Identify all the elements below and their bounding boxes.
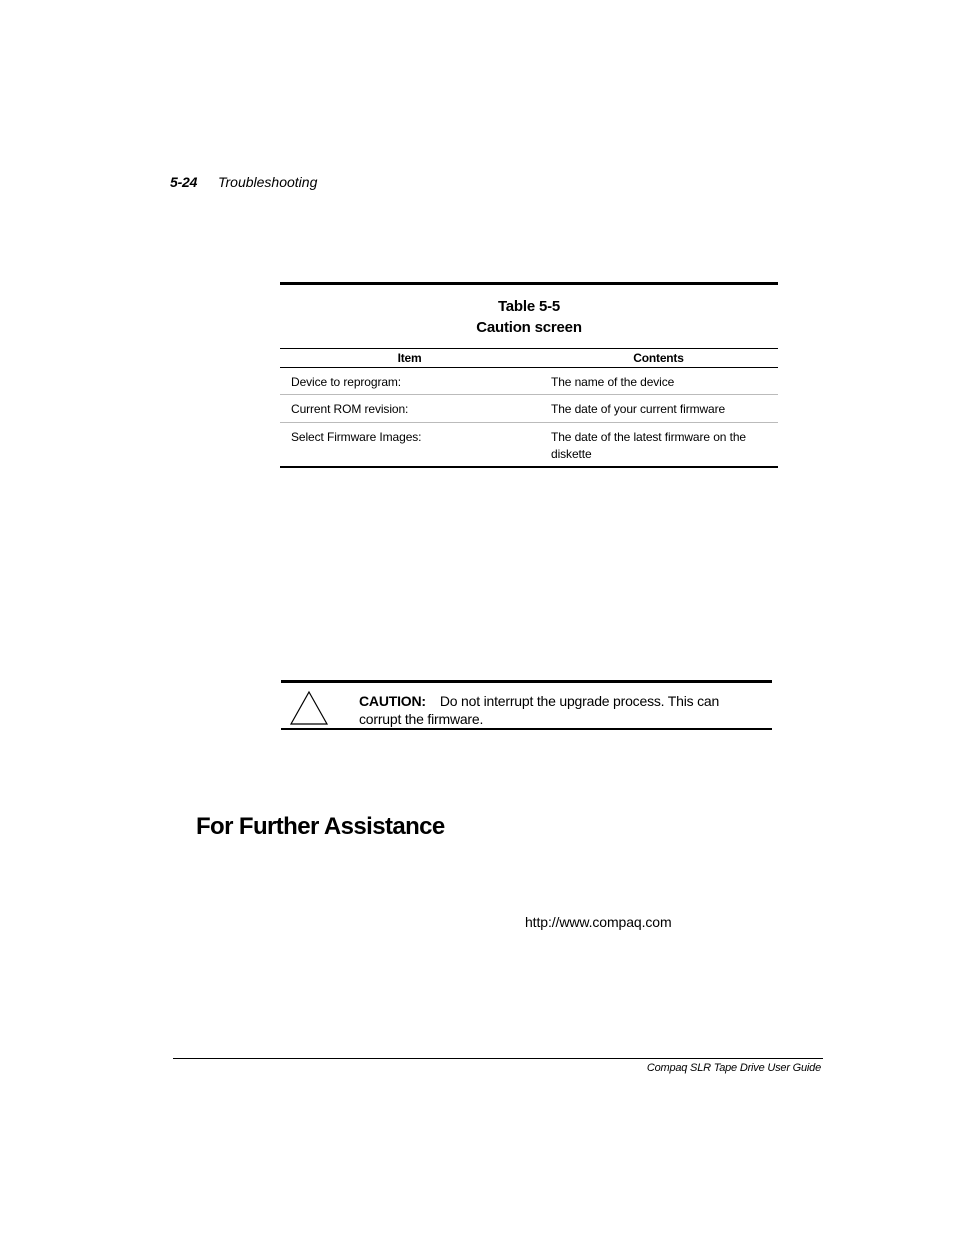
- table-cell-item: Select Firmware Images:: [291, 430, 422, 444]
- table-cell-item: Current ROM revision:: [291, 402, 409, 416]
- caution-label: CAUTION:: [359, 693, 426, 709]
- table-title: Table 5-5: [497, 298, 561, 315]
- caution-box: [281, 680, 772, 730]
- caution-message: Do not interrupt the upgrade process. This can corrupt the firmware.: [359, 693, 720, 727]
- footer-title: Compaq SLR Tape Drive User Guide: [646, 1062, 821, 1074]
- column-header-contents: Contents: [633, 351, 684, 365]
- table-cell-item: Device to reprogram:: [291, 375, 402, 389]
- section-title: Troubleshooting: [218, 174, 318, 190]
- table-cell-contents: The date of the latest firmware on the diskette: [551, 430, 746, 461]
- table-subtitle: Caution screen: [476, 319, 582, 336]
- table-caption: [280, 285, 778, 348]
- caution-screen-table: [280, 282, 778, 468]
- table-cell-contents: The name of the device: [551, 375, 675, 389]
- caution-text: [359, 692, 764, 728]
- compaq-url-link[interactable]: http://www.compaq.com: [525, 914, 672, 930]
- table-row: [280, 423, 778, 468]
- page-number: 5-24: [170, 174, 198, 190]
- footer-rule: [173, 1058, 823, 1059]
- table-header-row: [280, 349, 778, 368]
- warning-triangle-icon: [289, 690, 329, 726]
- section-heading: For Further Assistance: [196, 813, 445, 840]
- table-cell-contents: The date of your current firmware: [551, 402, 726, 416]
- column-header-item: Item: [397, 351, 422, 365]
- table-row: [280, 368, 778, 395]
- table-row: [280, 395, 778, 423]
